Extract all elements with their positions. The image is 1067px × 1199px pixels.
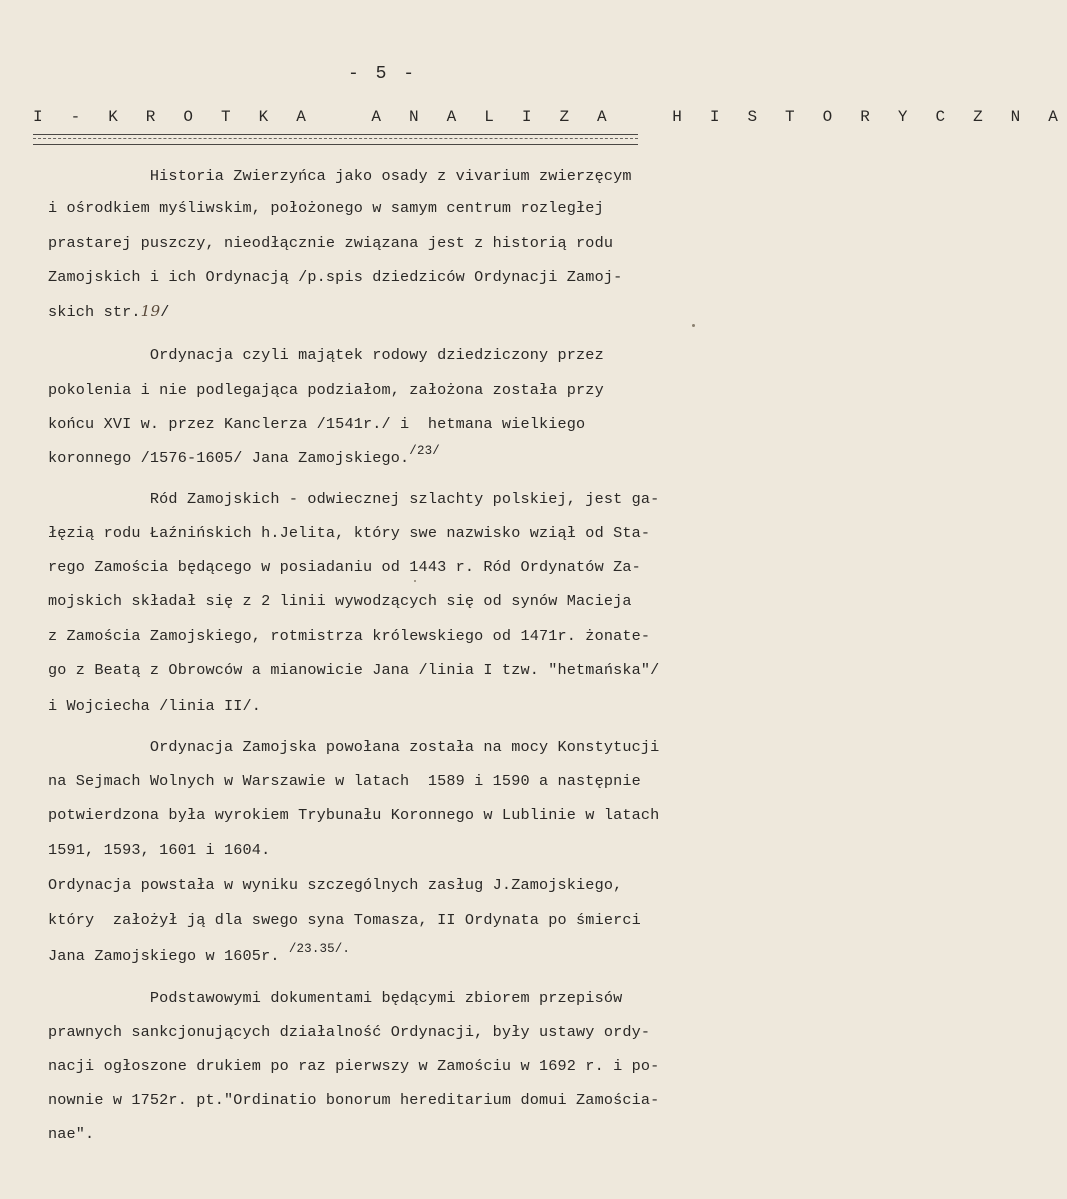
text-line-with-footnote: [48, 942, 351, 965]
text-line: prawnych sankcjonujących działalność Ordynacji, były ustawy ordy-: [48, 1023, 651, 1041]
text-line: i Wojciecha /linia II/.: [48, 697, 262, 715]
handwritten-page-reference: 19: [140, 302, 161, 320]
text-line: mojskich składał się z 2 linii wywodzących się od synów Macieja: [48, 592, 632, 610]
text-line: potwierdzona była wyrokiem Trybunału Koronnego w Lublinie w latach: [48, 806, 660, 824]
text-line: z Zamościa Zamojskiego, rotmistrza królewskiego od 1471r. żonate-: [48, 627, 651, 645]
text-line: który założył ją dla swego syna Tomasza, II Ordynata po śmierci: [48, 911, 641, 929]
text-line: Ordynacja Zamojska powołana została na mocy Konstytucji: [48, 738, 660, 756]
text-line: nownie w 1752r. pt."Ordinatio bonorum hereditarium domui Zamościa-: [48, 1091, 660, 1109]
text-line: Ród Zamojskich - odwiecznej szlachty polskiej, jest ga-: [48, 490, 660, 508]
text-line: Ordynacja czyli majątek rodowy dziedziczony przez: [48, 346, 604, 364]
text-line-with-footnote: [48, 444, 440, 467]
text-line: Historia Zwierzyńca jako osady z vivarium zwierzęcym: [48, 167, 632, 185]
text-line: nacji ogłoszone drukiem po raz pierwszy w Zamościu w 1692 r. i po-: [48, 1057, 660, 1075]
text-line: rego Zamościa będącego w posiadaniu od 1443 r. Ród Ordynatów Za-: [48, 558, 641, 576]
section-title: I - K R O T K A A N A L I Z A H I S T O R Y C Z N A: [33, 108, 1067, 126]
text-line: Zamojskich i ich Ordynacją /p.spis dziedziców Ordynacji Zamoj-: [48, 268, 623, 286]
text-line: 1591, 1593, 1601 i 1604.: [48, 841, 271, 859]
text-line: łęzią rodu Łaźnińskich h.Jelita, który swe nazwisko wziął od Sta-: [48, 524, 651, 542]
text-line: koronnego /1576-1605/ Jana Zamojskiego.: [48, 449, 410, 467]
text-line: końcu XVI w. przez Kanclerza /1541r./ i hetmana wielkiego: [48, 415, 586, 433]
title-underline-rule: [33, 134, 638, 145]
text-line: na Sejmach Wolnych w Warszawie w latach 1589 i 1590 a następnie: [48, 772, 641, 790]
footnote-reference: /23/: [409, 444, 440, 458]
reference-closing-slash: /: [160, 303, 170, 321]
text-line-with-reference: [48, 302, 170, 321]
paper-speck: [692, 324, 695, 327]
footnote-reference: /23.35/.: [288, 942, 351, 956]
text-line: i ośrodkiem myśliwskim, położonego w samym centrum rozległej: [48, 199, 604, 217]
text-line: prastarej puszczy, nieodłącznie związana jest z historią rodu: [48, 234, 614, 252]
text-line: pokolenia i nie podlegająca podziałom, założona została przy: [48, 381, 604, 399]
text-line: go z Beatą z Obrowców a mianowicie Jana /linia I tzw. "hetmańska"/: [48, 661, 660, 679]
text-line: nae".: [48, 1125, 95, 1143]
text-line: skich str.: [48, 303, 141, 321]
paper-speck: [414, 580, 416, 582]
text-line: Ordynacja powstała w wyniku szczególnych zasług J.Zamojskiego,: [48, 876, 623, 894]
text-line: Podstawowymi dokumentami będącymi zbiorem przepisów: [48, 989, 623, 1007]
text-line: Jana Zamojskiego w 1605r.: [48, 947, 289, 965]
page-number: - 5 -: [347, 64, 417, 84]
